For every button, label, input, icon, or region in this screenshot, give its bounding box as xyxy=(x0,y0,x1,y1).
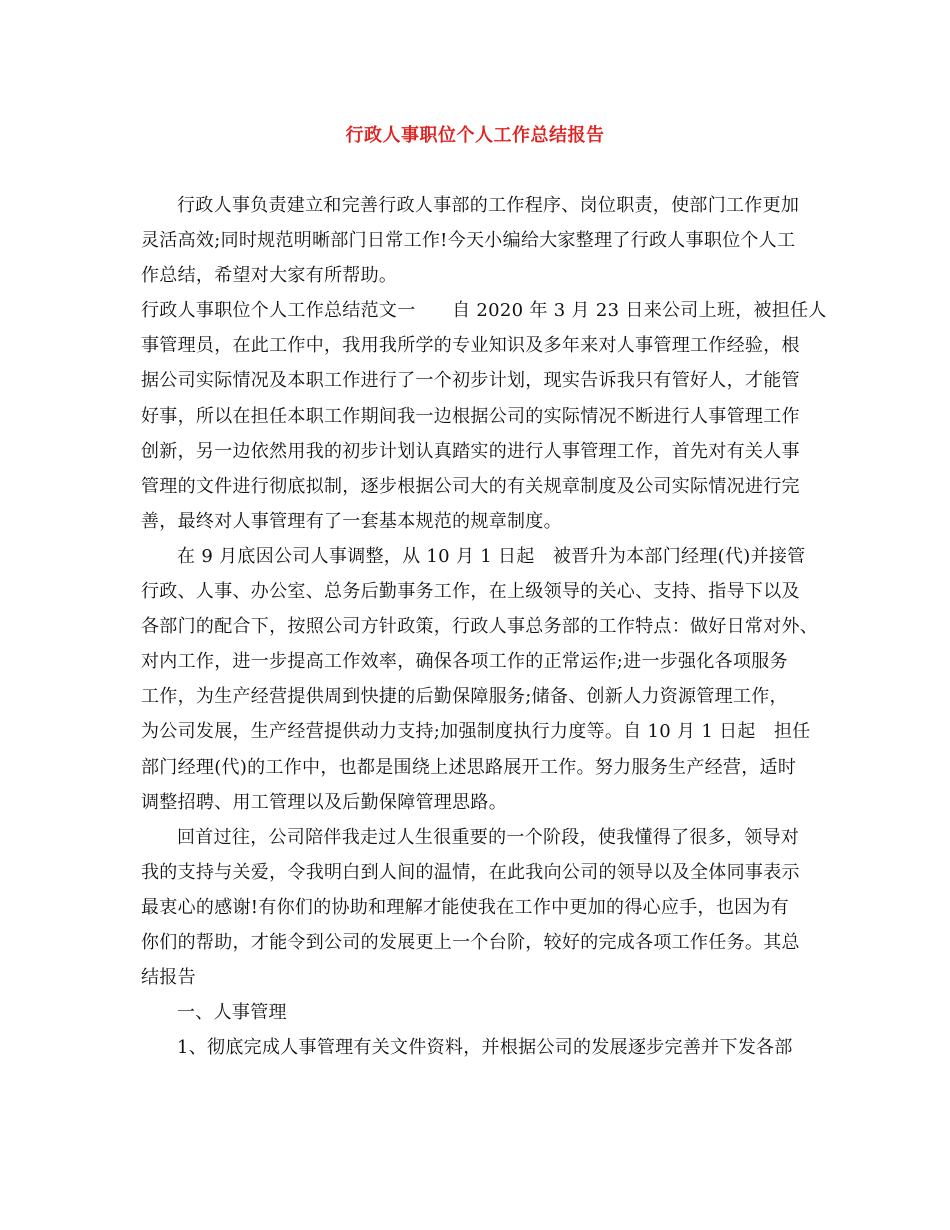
body-line: 灵活高效;同时规范明晰部门日常工作!今天小编给大家整理了行政人事职位个人工 xyxy=(141,230,796,252)
document-body xyxy=(141,188,827,1065)
body-line: 工作，为生产经营提供周到快捷的后勤保障服务;储备、创新人力资源管理工作， xyxy=(141,686,788,708)
body-line: 行政人事职位个人工作总结范文一 自 2020 年 3 月 23 日来公司上班，被担任人 xyxy=(141,300,827,322)
body-line: 行政、人事、办公室、总务后勤事务工作，在上级领导的关心、支持、指导下以及 xyxy=(141,581,800,603)
body-line: 我的支持与关爱，令我明白到人间的温情，在此我向公司的领导以及全体同事表示 xyxy=(141,861,800,883)
body-line: 最衷心的感谢!有你们的协助和理解才能使我在工作中更加的得心应手，也因为有 xyxy=(141,896,790,918)
body-line: 在 9 月底因公司人事调整，从 10 月 1 日起 被晋升为本部门经理(代)并接管 xyxy=(177,545,806,567)
body-line: 好事，所以在担任本职工作期间我一边根据公司的实际情况不断进行人事管理工作 xyxy=(141,405,800,427)
body-line: 部门经理(代)的工作中，也都是围绕上述思路展开工作。努力服务生产经营，适时 xyxy=(141,756,797,778)
body-line: 你们的帮助，才能令到公司的发展更上一个台阶，较好的完成各项工作任务。其总 xyxy=(141,931,800,953)
body-line: 对内工作，进一步提高工作效率，确保各项工作的正常运作;进一步强化各项服务 xyxy=(141,651,788,673)
body-line: 事管理员，在此工作中，我用我所学的专业知识及多年来对人事管理工作经验，根 xyxy=(141,335,800,357)
body-line: 行政人事负责建立和完善行政人事部的工作程序、岗位职责，使部门工作更加 xyxy=(177,195,800,216)
document-title: 行政人事职位个人工作总结报告 xyxy=(345,125,605,146)
body-line: 回首过往，公司陪伴我走过人生很重要的一个阶段，使我懂得了很多，领导对 xyxy=(177,826,800,848)
body-line: 一、人事管理 xyxy=(177,1002,287,1024)
body-line: 结报告 xyxy=(141,967,196,989)
body-line: 为公司发展，生产经营提供动力支持;加强制度执行力度等。自 10 月 1 日起 担任 xyxy=(141,721,811,743)
body-line: 善，最终对人事管理有了一套基本规范的规章制度。 xyxy=(141,510,562,532)
body-line: 管理的文件进行彻底拟制，逐步根据公司大的有关规章制度及公司实际情况进行完 xyxy=(141,475,800,497)
body-line: 作总结，希望对大家有所帮助。 xyxy=(141,265,398,287)
body-line: 调整招聘、用工管理以及后勤保障管理思路。 xyxy=(141,791,507,813)
body-line: 1、彻底完成人事管理有关文件资料，并根据公司的发展逐步完善并下发各部 xyxy=(177,1037,793,1059)
body-line: 各部门的配合下，按照公司方针政策，行政人事总务部的工作特点：做好日常对外、 xyxy=(141,616,819,638)
body-line: 创新，另一边依然用我的初步计划认真踏实的进行人事管理工作，首先对有关人事 xyxy=(141,440,800,462)
body-line: 据公司实际情况及本职工作进行了一个初步计划，现实告诉我只有管好人，才能管 xyxy=(141,370,800,392)
